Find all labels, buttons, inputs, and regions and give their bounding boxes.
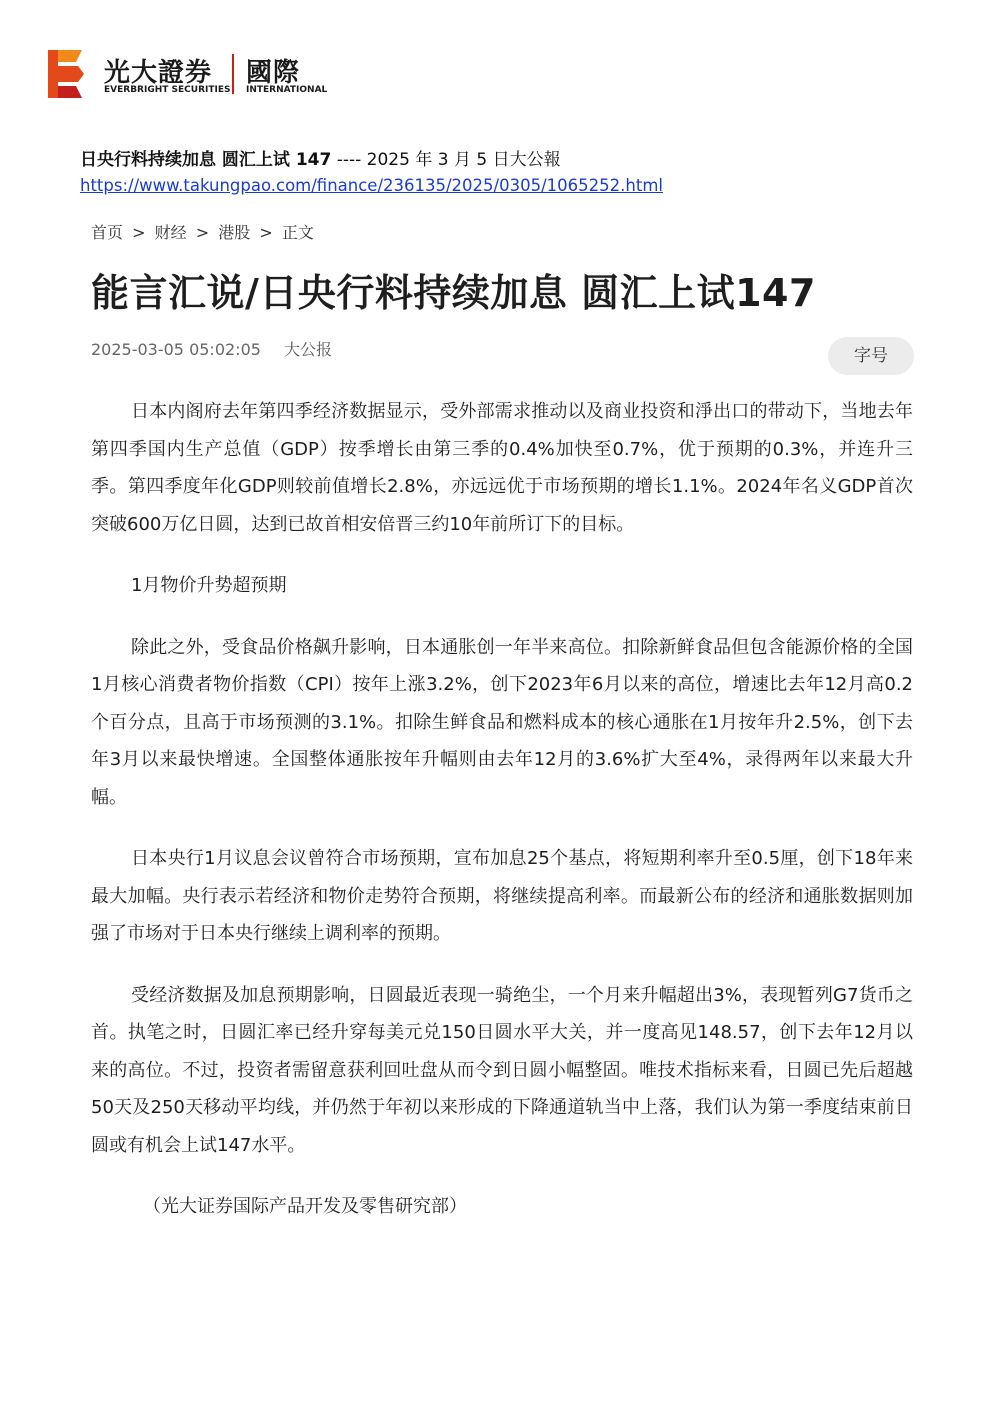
article-paragraph: 日本央行1月议息会议曾符合市场预期，宣布加息25个基点，将短期利率升至0.5厘，创下18年来最大加幅。央行表示若经济和物价走势符合预期，将继续提高利率。而最新公布的经济和通胀数据则加强了市场对于日本央行继续上调利率的预期。 [91,848,913,944]
breadcrumb-hk-stocks[interactable]: 港股 [218,223,251,242]
logo-name-en-international: INTERNATIONAL [246,85,328,95]
source-title-bold: 日央行料持续加息 圆汇上试 147 [80,150,332,170]
everbright-logo-icon [46,48,88,100]
logo-divider [232,54,234,94]
article-subheading: 1月物价升势超预期 [131,575,287,596]
article-paragraph: 受经济数据及加息预期影响，日圆最近表现一骑绝尘，一个月来升幅超出3%，表现暂列G7货币之首。执笔之时，日圆汇率已经升穿每美元兑150日圆水平大关，并一度高见148.57，创下去年12月以来的高位。不过，投资者需留意获利回吐盘从而令到日圆小幅整固。唯技术指标来看，日圆已先后超越50天及250天移动平均线，并仍然于年初以来形成的下降通道轨当中上落，我们认为第一季度结束前日圆或有机会上试147水平。 [91,984,913,1156]
article-headline: 能言汇说/日央行料持续加息 圆汇上试147 [91,271,816,315]
breadcrumb-separator: > [132,223,146,242]
logo-name-cn: 光大證券 [104,58,213,88]
breadcrumb-current: 正文 [281,223,314,242]
breadcrumb-separator: > [195,223,210,242]
breadcrumb-separator: > [259,223,273,242]
publisher-name: 大公报 [284,340,333,359]
logo-name-en: EVERBRIGHT SECURITIES [104,85,231,95]
article-paragraph: 日本内阁府去年第四季经济数据显示，受外部需求推动以及商业投资和淨出口的带动下，当地去年第四季国内生产总值（GDP）按季增长由第三季的0.4%加快至0.7%，优于预期的0.3%，并连升三季。第四季度年化GDP则较前值增长2.8%，亦远远优于市场预期的增长1.1%。2024年名义GDP首次突破600万亿日圆，达到已故首相安倍晋三约10年前所订下的目标。 [91,401,913,535]
breadcrumb-home[interactable]: 首页 [91,223,124,242]
article-body [91,393,913,1226]
article-paragraph: 除此之外，受食品价格飙升影响，日本通胀创一年半来高位。扣除新鲜食品但包含能源价格的全国1月核心消费者物价指数（CPI）按年上涨3.2%，创下2023年6月以来的高位，增速比去年12月高0.2个百分点，且高于市场预测的3.1%。扣除生鲜食品和燃料成本的核心通胀在1月按年升2.5%，创下去年3月以来最快增速。全国整体通胀按年升幅则由去年12月的3.6%扩大至4%，录得两年以来最大升幅。 [91,636,913,808]
article-signature: （光大证券国际产品开发及零售研究部） [143,1196,467,1217]
logo-name-cn-international: 國際 [246,58,301,88]
breadcrumb-finance[interactable]: 财经 [154,223,187,242]
font-size-button[interactable]: 字号 [828,337,914,375]
source-url-link[interactable]: https://www.takungpao.com/finance/236135/2025/0305/1065252.html [80,176,663,195]
source-title [80,145,561,170]
article-meta [91,337,332,360]
source-title-date: ---- 2025 年 3 月 5 日大公報 [331,150,561,170]
breadcrumb [91,220,318,243]
company-logo [46,48,346,100]
publish-datetime: 2025-03-05 05:02:05 [91,340,261,359]
